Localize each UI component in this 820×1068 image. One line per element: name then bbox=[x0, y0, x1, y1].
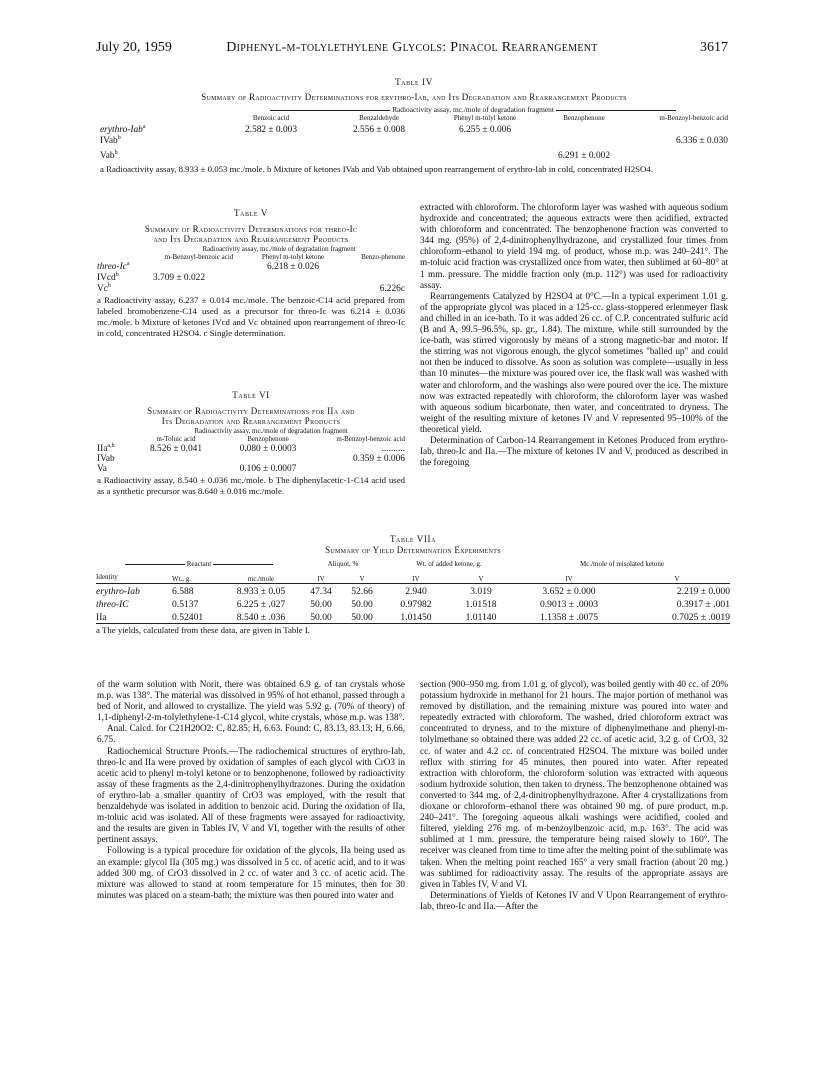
table-row: erythro-Iab$^a$ 2.582 ± 0.003 2.556 ± 0.008 6.255 ± 0.006 bbox=[100, 122, 728, 135]
row-label: IVcd bbox=[97, 273, 116, 284]
table-cell: 2.556 ± 0.008 bbox=[352, 125, 406, 136]
table-cell: 47.34 bbox=[310, 586, 332, 597]
table-cell: 0.7025 ± .0019 bbox=[671, 612, 730, 623]
table-vi-title-line: Its Degradation and Rearrangement Products bbox=[161, 416, 341, 426]
table-vii-col-header: Identity bbox=[96, 573, 118, 581]
table-cell: 3.652 ± 0.000 bbox=[542, 586, 596, 597]
paragraph: Rearrangements Catalyzed by H2SO4 at 0°C.—In a typical experiment 1.01 g. of the appropriate glycol was placed in a 125-cc. glass-stoppered erlenmeyer flask and chilled in an ice-bath. To it was added 26 cc. of C.P. concentrated sulfuric acid (B and A, 99.5–96.5%, sp. gr., 1.84). The mixture, while still surrounded by the ice-bath, was stirred vigorously by means of a strong magnetic-bar and motor. If the stirring was not vigorous enough, the glycol sometimes "balled up" and could not then be induced to dissolve. As soon as solution was complete—usually in less than 10 minutes—the mixture was poured over ice, the flask wall was washed with water and chloroform, and the washings also were poured over the ice. The mixture now was extracted repeatedly with chloroform, the chloroform layer was washed with aqueous sodium bicarbonate, then water, and concentrated to dryness. The weight of the resulting mixture of ketones IV and V represented 95–100% of the theoretical yield. bbox=[420, 290, 728, 434]
table-cell: 6.588 bbox=[172, 586, 194, 597]
table-iv-footnote: a Radioactivity assay, 8.933 ± 0.053 mc./mole. b Mixture of ketones IVab and Vab obtained upon rearrangement of erythro-Iab in cold, concentrated H2SO4. bbox=[100, 164, 654, 175]
table-v-col-header: m-Benzoyl-benzoic acid bbox=[164, 253, 234, 261]
table-iv-grid bbox=[100, 105, 728, 161]
table-vii-grid bbox=[96, 555, 730, 624]
row-label: erythro-Iab bbox=[100, 125, 143, 136]
table-cell: 8.933 ± 0.05 bbox=[236, 586, 286, 597]
table-vii-col-header: IV bbox=[565, 575, 573, 583]
table-v-span-header: Radioactivity assay, mc./mole of degradation fragment bbox=[202, 245, 356, 253]
table-vi-span-header: Radioactivity assay, mc./mole of degradation fragment bbox=[194, 427, 348, 435]
table-vii-col-header: IV bbox=[412, 575, 420, 583]
table-vii-col-header: IV bbox=[317, 575, 325, 583]
row-label: IVab bbox=[97, 454, 115, 465]
left-column-bottom-text bbox=[97, 679, 405, 901]
table-cell: 0.5137 bbox=[172, 599, 199, 610]
table-cell: 6.336 ± 0.030 bbox=[675, 136, 728, 147]
table-cell: 1.01518 bbox=[465, 599, 497, 610]
running-header bbox=[96, 40, 728, 60]
table-v-title-line: and Its Degradation and Rearrangement Products bbox=[153, 234, 349, 244]
table-row bbox=[96, 597, 730, 610]
paragraph: section (900–950 mg. from 1.01 g. of glycol), was boiled gently with 40 cc. of 20% potassium hydroxide in methanol for 21 hours. The major portion of methanol was removed by distillation, and the remaining mixture was poured into water and repeatedly extracted with chloroform. The washed, dried chloroform extract was concentrated to dryness, and to the mixture of diphenylmethane and phenyl-m-tolylmethane so obtained there was added 22 cc. of acetic acid, 3.2 g. of CrO3, 32 cc. of water and 4.2 cc. of concentrated H2SO4. The mixture was boiled under reflux with stirring for 45 minutes, then poured into water. After repeated extraction with chloroform, the chloroform solution was extracted with aqueous sodium hydroxide solution, then taken to dryness. The benzophenone obtained was converted to 344 mg. of 2,4-dinitrophenylhydrazone. After 4 crystallizations from dioxane or chloroform–ethanol there was obtained 90 mg. of pure product, m.p. 240–241°. The foregoing aqueous alkali washings were acidified, cooled and filtered, yielding 276 mg. of m-benzoylbenzoic acid, m.p. 163°. The acid was sublimed at 1 mm. pressure, the temperature being raised slowly to 160°. The receiver was cleaned from time to time after the melting point of the sublimate was taken. When the melting point reached 165° a very small fraction (about 20 mg.) was sublimed for radioactivity assay. The results of the appropriate assays are given in Tables IV, V and VI. bbox=[420, 679, 728, 889]
table-row bbox=[97, 454, 405, 464]
table-vii-footnote: a The yields, calculated from these data, are given in Table I. bbox=[96, 625, 311, 635]
table-row: IVab$^b$ 6.336 ± 0.030 bbox=[100, 135, 728, 147]
table-cell: 3.019 bbox=[470, 586, 492, 597]
table-cell: 2.940 bbox=[405, 586, 427, 597]
table-vii-title: Summary of Yield Determination Experiments bbox=[325, 545, 501, 555]
table-vii-col-header: V bbox=[674, 575, 680, 583]
table-cell: 6.218 ± 0.026 bbox=[266, 262, 320, 273]
paragraph: extracted with chloroform. The chloroform layer was washed with aqueous sodium hydroxide and concentrated; the aqueous extracts were then acidified, extracted with chloroform and concentrated. The benzophenone fraction was converted to 344 mg. (95%) of 2,4-dinitrophenylhydrazone, and crystallized four times from chloroform–ethanol to yield 194 mg. of product, whose m.p. was 240–241°. The m-toluic acid fraction was crystallized once from water, then sublimed at 60–80° at 1 mm. pressure. The middle fraction only (m.p. 112°) was used for radioactivity assay. bbox=[420, 202, 728, 290]
table-iv-col-header: Benzaldehyde bbox=[359, 114, 399, 122]
row-label: Vab bbox=[100, 151, 115, 162]
row-label: IVab bbox=[100, 136, 118, 147]
paragraph: Determinations of Yields of Ketones IV and V Upon Rearrangement of erythro-Iab, threo-Ic and IIa.—After the bbox=[420, 889, 728, 911]
table-iv-title: Summary of Radioactivity Determinations for erythro-Iab, and Its Degradation and Rearrangement Products bbox=[201, 92, 627, 102]
row-label: IIa bbox=[96, 612, 107, 623]
table-row: IIa$^{a,b}$ 8.526 ± 0.041 0.080 ± 0.0003 .......... bbox=[97, 443, 405, 455]
table-vii-col-header: V bbox=[478, 575, 484, 583]
table-cell: .......... bbox=[381, 444, 405, 455]
table-cell: 1.01450 bbox=[400, 612, 432, 623]
table-cell: 50.00 bbox=[351, 612, 373, 623]
paragraph: Determination of Carbon-14 Rearrangement in Ketones Produced from erythro-Iab, threo-Ic and IIa.—The mixture of ketones IV and V, produced as described in the foregoing bbox=[420, 434, 728, 468]
table-v-col-header: Phenyl m-tolyl ketone bbox=[261, 253, 325, 261]
paragraph: of the warm solution with Norit, there was obtained 6.9 g. of tan crystals whose m.p. was 138°. The material was dissolved in 95% of hot ethanol, passed through a bed of Norit, and allowed to crystallize. The yield was 5.92 g. (70% of theory) of 1,1-diphenyl-2-m-tolylethylene-1-C14 glycol, white crystals, whose m.p. was 138°. bbox=[97, 679, 405, 723]
table-vi bbox=[97, 390, 405, 497]
table-iv-col-header: m-Benzoyl-benzoic acid bbox=[659, 114, 728, 122]
table-iv-span-header: Radioactivity assay, mc./mole of degradation fragment bbox=[392, 105, 554, 114]
header-title: Diphenyl-m-tolylethylene Glycols: Pinacol Rearrangement bbox=[226, 40, 598, 55]
table-row bbox=[96, 584, 730, 598]
table-cell: 0.3917 ± .001 bbox=[676, 599, 730, 610]
table-v-title-line: Summary of Radioactivity Determinations for threo-Ic bbox=[144, 224, 358, 234]
table-vii bbox=[96, 534, 730, 636]
table-vii-group-header: Aliquot, % bbox=[327, 560, 359, 568]
table-v-col-header: Benzo-phenone bbox=[361, 253, 405, 261]
table-cell: 1.01140 bbox=[465, 612, 497, 623]
table-vii-col-header: mc./mole bbox=[247, 575, 275, 583]
table-v bbox=[97, 208, 405, 339]
table-cell: 8.526 ± 0.041 bbox=[149, 444, 203, 455]
table-cell: 6.225 ± .027 bbox=[236, 599, 286, 610]
table-iv-caption: Table IV bbox=[395, 77, 433, 87]
paragraph: Anal. Calcd. for C21H20O2: C, 82.85; H, 6.63. Found: C, 83.13, 83.13; H, 6.66, 6.75. bbox=[97, 723, 405, 745]
table-vii-group-header: Mc./mole of reisolated ketone bbox=[580, 560, 664, 568]
right-column-top-text bbox=[420, 202, 728, 468]
table-cell: 2.582 ± 0.003 bbox=[244, 125, 298, 136]
table-row bbox=[97, 464, 405, 474]
row-label: erythro-Iab bbox=[96, 586, 140, 597]
table-row: Vc$^b$ 6.226c bbox=[97, 283, 405, 295]
table-v-caption: Table V bbox=[234, 208, 268, 218]
table-vi-caption: Table VI bbox=[232, 390, 270, 400]
table-cell: 50.00 bbox=[310, 612, 332, 623]
table-cell: 0.97982 bbox=[400, 599, 432, 610]
row-label: IIa bbox=[97, 444, 108, 455]
table-v-grid bbox=[97, 245, 405, 294]
table-cell: 0.359 ± 0.006 bbox=[352, 454, 405, 465]
table-cell: 52.66 bbox=[351, 586, 373, 597]
row-label: Va bbox=[97, 464, 107, 475]
table-vii-group-header: Wt. of added ketone, g. bbox=[416, 560, 482, 568]
table-cell: 50.00 bbox=[351, 599, 373, 610]
table-cell: 0.9013 ± .0003 bbox=[539, 599, 599, 610]
row-label: Vc bbox=[97, 284, 108, 295]
paragraph: Radiochemical Structure Proofs.—The radiochemical structures of erythro-Iab, threo-Ic and IIa were proved by oxidation of samples of each glycol with CrO3 in acetic acid to phenyl m-tolyl ketone or to benzophenone, followed by radioactivity assay of these fragments as the 2,4-dinitrophenylhydrazones. During the oxidation of erythro-Iab a smaller quantity of CrO3 was employed, with the result that benzaldehyde was isolated in addition to benzoic acid. During the oxidation of IIa, m-toluic acid was isolated. All of these fragments were assayed for radioactivity, and the results are given in Tables IV, V and VI, together with the results of other pertinent assays. bbox=[97, 745, 405, 845]
table-iv-col-header: Phenyl m-tolyl ketone bbox=[453, 114, 517, 122]
header-page-number: 3617 bbox=[700, 40, 728, 55]
row-label: threo-Ic bbox=[97, 262, 127, 273]
table-row: threo-Ic$^a$ 6.218 ± 0.026 bbox=[97, 261, 405, 272]
table-cell: 50.00 bbox=[310, 599, 332, 610]
right-column-bottom-text bbox=[420, 679, 728, 912]
table-iv-col-header: Benzophenone bbox=[563, 114, 605, 122]
table-cell: 1.1358 ± .0075 bbox=[539, 612, 599, 623]
table-iv-col-header: Benzoic acid bbox=[252, 114, 290, 122]
table-row bbox=[96, 610, 730, 624]
table-cell: 0.106 ± 0.0007 bbox=[239, 464, 297, 475]
table-vii-group-header: Reactant bbox=[96, 555, 302, 568]
table-cell: 3.709 ± 0.022 bbox=[153, 273, 206, 284]
table-vi-title-line: Summary of Radioactivity Determinations for IIa and bbox=[147, 406, 355, 416]
table-vi-col-header: m-Benzoyl-benzoic acid bbox=[336, 435, 405, 443]
table-vi-footnote: a Radioactivity assay, 8.540 ± 0.036 mc./mole. b The diphenylacetic-1-C14 acid used as a synthetic precursor was 8.640 ± 0.016 mc./mole. bbox=[97, 475, 405, 497]
table-row: Vab$^b$ 6.291 ± 0.002 bbox=[100, 146, 728, 161]
row-label: threo-IC bbox=[96, 599, 129, 610]
table-vii-col-header: V bbox=[359, 575, 365, 583]
table-vii-col-header: Wt., g. bbox=[172, 575, 192, 583]
table-vii-caption: Table VIIa bbox=[389, 534, 437, 544]
table-cell: 6.226c bbox=[379, 284, 405, 295]
table-row: IVcd$^b$ 3.709 ± 0.022 bbox=[97, 272, 405, 283]
table-vi-grid bbox=[97, 427, 405, 474]
table-v-footnote: a Radioactivity assay, 6.237 ± 0.014 mc./mole. The benzoic-C14 acid prepared from labeled bromobenzene-C14 used as a precursor for threo-Ic was 6.214 ± 0.036 mc./mole. b Mixture of ketones IVcd and Vc obtained upon rearrangement of threo-Ic in cold, concentrated H2SO4. c Single determination. bbox=[97, 295, 405, 339]
table-cell: 8.540 ± .036 bbox=[236, 612, 286, 623]
table-cell: 6.291 ± 0.002 bbox=[557, 151, 611, 162]
table-cell: 0.52401 bbox=[172, 612, 204, 623]
table-vi-col-header: m-Toluic acid bbox=[156, 435, 196, 443]
header-date: July 20, 1959 bbox=[96, 40, 172, 55]
table-cell: 6.255 ± 0.006 bbox=[458, 125, 512, 136]
table-cell: 2.219 ± 0.000 bbox=[676, 586, 730, 597]
table-iv bbox=[100, 77, 728, 175]
paragraph: Following is a typical procedure for oxidation of the glycols, IIa being used as an example: glycol IIa (305 mg.) was dissolved in 5 cc. of acetic acid, and to it was added 300 mg. of CrO3 dissolved in 2 cc. of water and 3 cc. of acetic acid. The mixture was allowed to stand at room temperature for 15 minutes, then for 30 minutes was placed on a steam-bath; the mixture was then poured into water and bbox=[97, 845, 405, 900]
table-cell: 0.080 ± 0.0003 bbox=[239, 444, 297, 455]
table-vi-col-header: Benzophenone bbox=[247, 435, 289, 443]
